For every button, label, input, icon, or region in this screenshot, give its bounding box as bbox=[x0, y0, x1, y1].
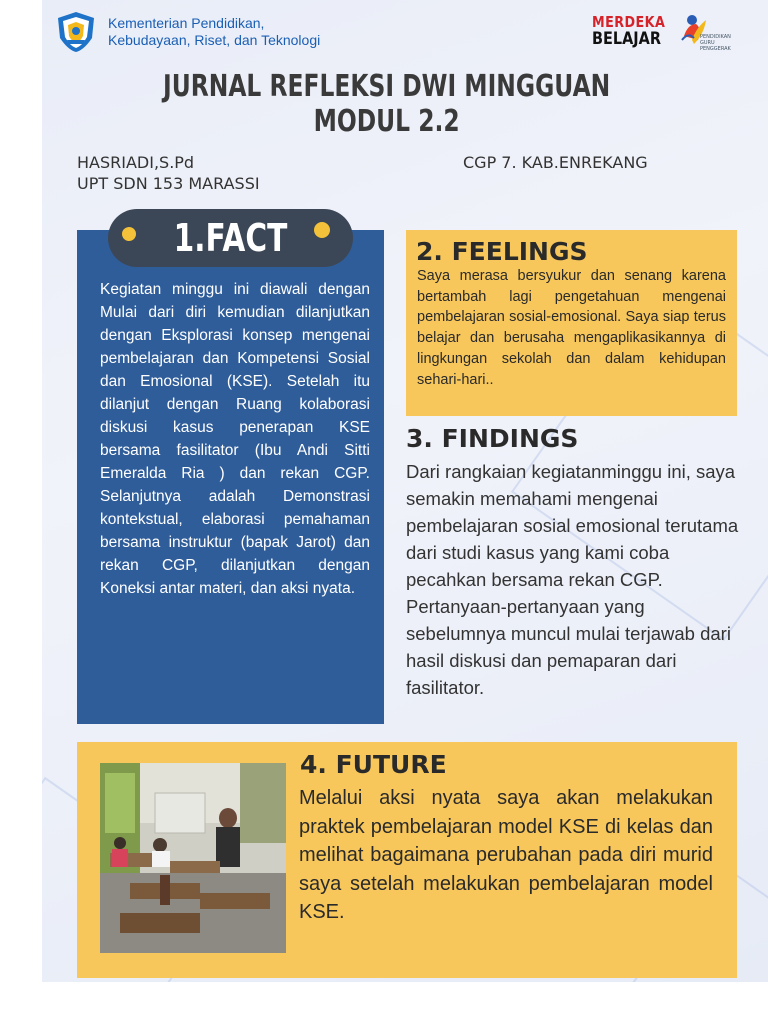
page-title: JURNAL REFLEKSI DWI MINGGUAN bbox=[163, 69, 611, 104]
future-body: Melalui aksi nyata saya akan melakukan praktek pembelajaran model KSE di kelas dan melihat bagaimana perubahan pada diri murid saya setelah melakukan pembelajaran model KSE. bbox=[299, 787, 713, 923]
dot-icon bbox=[122, 227, 136, 241]
author-name: HASRIADI,S.Pd bbox=[77, 153, 195, 172]
fact-heading-pill bbox=[108, 209, 353, 267]
fact-body: Kegiatan minggu ini diawali dengan Mulai dari diri kemudian dilanjutkan dengan Eksplorasi konsep mengenai pembelajaran dan Kompetensi Sosial dan Emosional (KSE). Setelah itu dilanjut dengan Ruang kolaborasi diskusi kasus penerapan KSE bersama fasilitator (Ibu Andi Sitti Emeralda Ria ) dan rekan CGP. Selanjutnya adalah Demonstrasi kontekstual, elaborasi pemahaman bersama instruktur (bapak Jarot) dan rekan CGP, dilanjutkan dengan Koneksi antar materi, dan aksi nyata. bbox=[100, 281, 370, 597]
guru-penggerak-text bbox=[700, 34, 731, 52]
ministry-line-2: Kebudayaan, Riset, dan Teknologi bbox=[108, 32, 321, 48]
future-heading: 4. FUTURE bbox=[300, 750, 447, 779]
page-subtitle: MODUL 2.2 bbox=[313, 104, 460, 139]
merdeka-belajar-logo bbox=[592, 14, 678, 48]
belajar-text: BELAJAR bbox=[592, 29, 661, 49]
fact-heading: 1.FACT bbox=[173, 216, 288, 260]
ministry-header bbox=[54, 10, 320, 54]
findings-body: Dari rangkaian kegiatanminggu ini, saya semakin memahami mengenai pembelajaran sosial emosional terutama dari studi kasus yang kami coba pecahkan bersama rekan CGP. Pertanyaan-pertanyaan yang sebelumnya muncul mulai terjawab dari hasil diskusi dan pemaparan dari fasilitator. bbox=[406, 461, 739, 698]
feelings-body: Saya merasa bersyukur dan senang karena bertambah lagi pengetahuan mengenai pembelajaran sosial-emosional. Saya siap terus belajar dan berusaha mengaplikasikannya di lingkungan sekolah dan dalam kehidupan sehari-hari.. bbox=[417, 268, 726, 388]
pgp-line-2: GURU bbox=[700, 40, 715, 46]
classroom-photo bbox=[100, 763, 286, 953]
ministry-name bbox=[108, 15, 320, 49]
findings-heading: 3. FINDINGS bbox=[406, 424, 579, 453]
feelings-heading: 2. FEELINGS bbox=[416, 237, 588, 266]
merdeka-text: MERDEKA bbox=[592, 13, 666, 31]
cgp-info: CGP 7. KAB.ENREKANG bbox=[463, 153, 648, 172]
author-school: UPT SDN 153 MARASSI bbox=[77, 174, 260, 193]
ministry-line-1: Kementerian Pendidikan, bbox=[108, 15, 265, 31]
tut-wuri-handayani-logo-icon bbox=[54, 10, 98, 54]
author-info bbox=[77, 152, 260, 194]
pgp-line-3: PENGGERAK bbox=[700, 46, 731, 52]
pgp-line-1: PENDIDIKAN bbox=[700, 34, 731, 40]
